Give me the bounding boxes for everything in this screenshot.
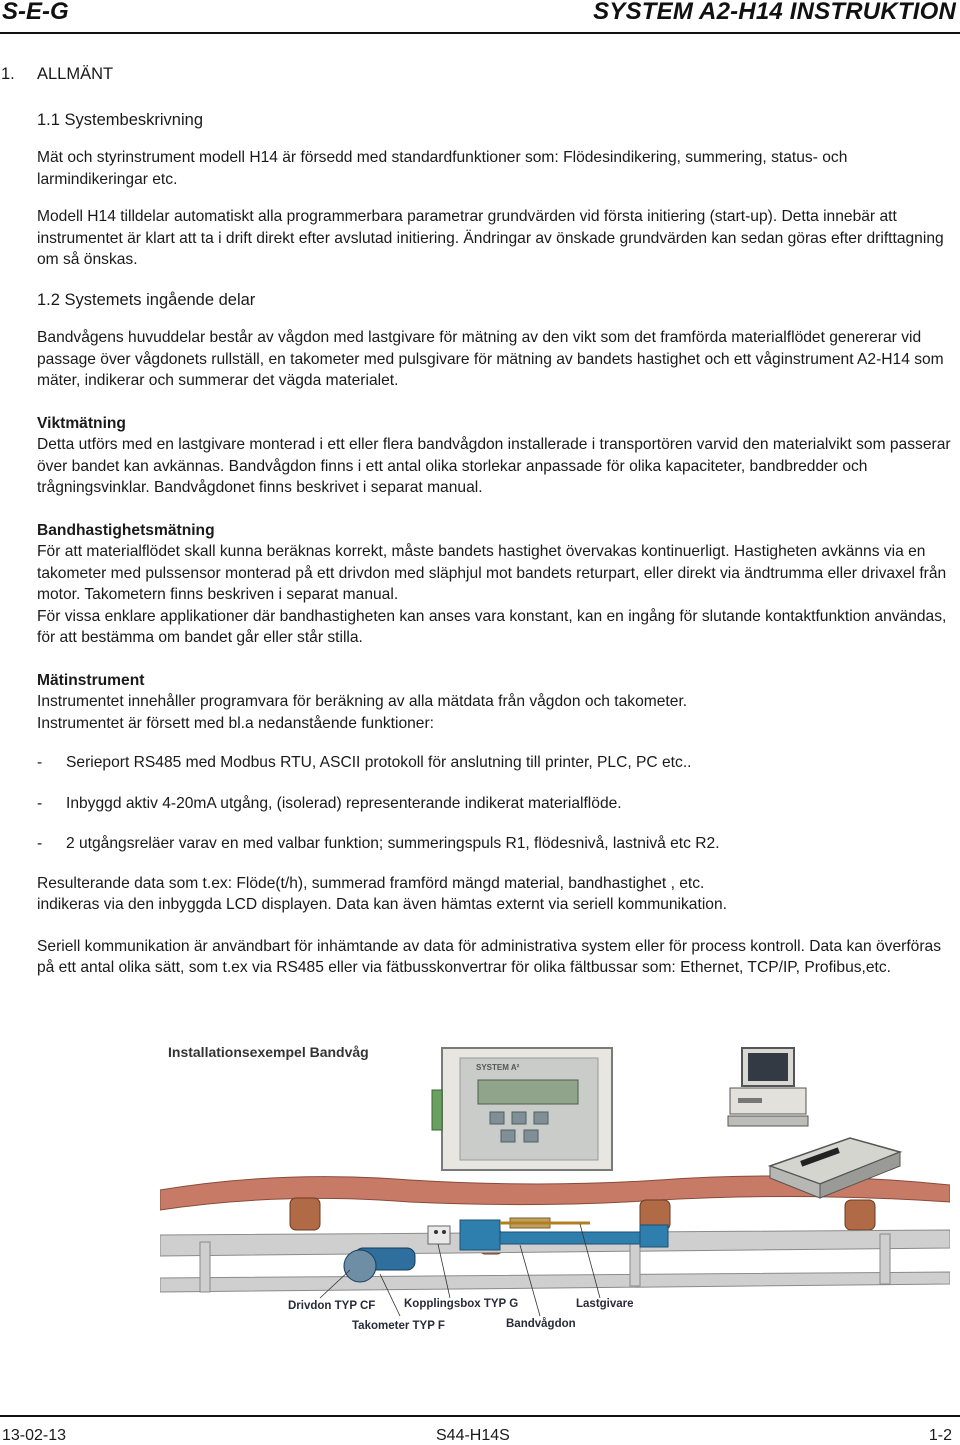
section-heading (1, 64, 952, 86)
paragraph: Bandvågens huvuddelar består av vågdon med lastgivare för mätning av den vikt som det framförda materialflödet genererar vid passage över vågdonets rullställ, en takometer med pulsgivare för mätning av bandets hastighet och ett våginstrument A2-H14 som mäter, indikerar och summerar det vägda materialet. (37, 329, 944, 389)
paragraph: Resulterande data som t.ex: Flöde(t/h), summerad framförd mängd material, bandhastighet , etc. (37, 874, 705, 892)
label-lastgivare: Lastgivare (576, 1298, 634, 1310)
header-rule (0, 32, 960, 34)
installation-illustration (160, 1020, 950, 1340)
paragraph: Detta utförs med en lastgivare monterad i ett eller flera bandvågdon installerade i transportören varvid den materialvikt som passerar över bandet kan avkännas. Bandvågdon finns i ett antal olika storlekar anpassade för olika kapaciteter, bandbredder och trågningsvinklar. Bandvågdonet finns beskrivet i separat manual. (37, 436, 951, 496)
paragraph: För att materialflödet skall kunna beräknas korrekt, måste bandets hastighet övervakas kontinuerligt. Hastigheten avkänns via en takometer med pulssensor monterad på ett drivdon med släphjul mot bandets returpart, eller direkt via ändtrumma eller drivaxel från motor. Takometern finns beskriven i separat manual. (37, 543, 947, 603)
subsection-heading-1-1: 1.1 Systembeskrivning (37, 110, 203, 129)
paragraph: Instrumentet innehåller programvara för beräkning av alla mätdata från vågdon och takometer. (37, 693, 688, 710)
footer-page-number: 1-2 (928, 1427, 952, 1444)
paragraph: indikeras via den inbyggda LCD displayen. Data kan även hämtas externt via seriell kommunikation. (37, 896, 727, 913)
section-number: 1. (1, 65, 15, 83)
heading-bandhastighet: Bandhastighetsmätning (37, 521, 215, 539)
page-footer (0, 1415, 960, 1445)
label-kopplingsbox: Kopplingsbox TYP G (404, 1298, 519, 1310)
document-title: SYSTEM A2-H14 INSTRUKTION (593, 0, 956, 25)
list-item: - Inbyggd aktiv 4-20mA utgång, (isolerad) representerande indikerat materialflöde. (37, 793, 952, 815)
figure-title: Installationsexempel Bandvåg (168, 1044, 369, 1060)
function-list (37, 752, 952, 855)
installation-figure (160, 1020, 950, 1340)
company-logo-text: S-E-G (2, 0, 69, 25)
paragraph: Modell H14 tilldelar automatiskt alla programmerbara parametrar grundvärden vid första initiering (start-up). Detta innebär att instrumentet är klart att ta i drift direkt efter avslutad initiering. Ändringar av önskade grundvärden kan sedan göras efter drifttagning om så önskas. (37, 208, 944, 268)
paragraph: Mät och styrinstrument modell H14 är försedd med standardfunktioner som: Flödesindikering, summering, status- och larmindikeringar etc. (37, 149, 848, 188)
page-header (0, 0, 960, 36)
label-drivdon: Drivdon TYP CF (288, 1300, 376, 1312)
footer-date: 13-02-13 (2, 1427, 67, 1444)
heading-matinstrument: Mätinstrument (37, 671, 145, 689)
document-body (1, 64, 952, 979)
section-title: ALLMÄNT (37, 65, 114, 83)
list-item: - 2 utgångsreläer varav en med valbar funktion; summeringspuls R1, flödesnivå, lastnivå etc R2. (37, 833, 952, 855)
paragraph: För vissa enklare applikationer där bandhastigheten kan anses vara konstant, kan en ingång för slutande kontaktfunktion användas, för att bestämma om bandet går eller står stilla. (37, 607, 947, 646)
label-bandvagdon: Bandvågdon (506, 1318, 576, 1330)
footer-rule (0, 1415, 960, 1417)
footer-document-id: S44-H14S (436, 1427, 510, 1444)
subsection-heading-1-2: 1.2 Systemets ingående delar (37, 290, 256, 309)
device-label: SYSTEM A² (476, 1063, 520, 1072)
paragraph: Seriell kommunikation är användbart för inhämtande av data för administrativa system eller för process kontroll. Data kan överföras på ett antal olika sätt, som t.ex via RS485 eller via fätbusskonvertrar för olika fältbussar som: Ethernet, TCP/IP, Profibus,etc. (37, 937, 941, 976)
heading-viktmatning: Viktmätning (37, 414, 126, 432)
list-item: - Serieport RS485 med Modbus RTU, ASCII protokoll för anslutning till printer, PLC, PC etc.. (37, 752, 952, 774)
label-takometer: Takometer TYP F (352, 1320, 445, 1332)
paragraph: Instrumentet är försett med bl.a nedanstående funktioner: (37, 714, 435, 732)
